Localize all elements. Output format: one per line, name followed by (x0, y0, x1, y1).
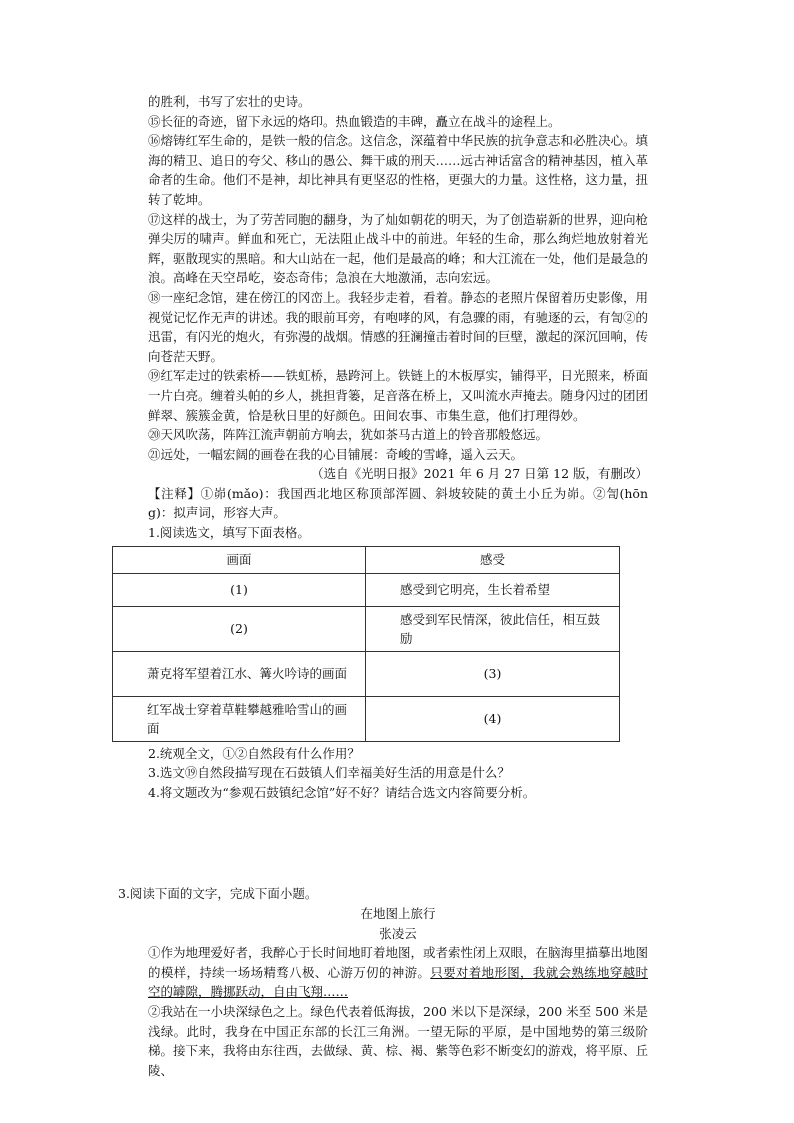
question-4: 4.将文题改为“参观石鼓镇纪念馆”好不好？请结合选文内容简要分析。 (148, 784, 536, 800)
paragraph-text: ①作为地理爱好者，我醉心于长时间地盯着地图，或者索性闭上双眼，在脑海里描摹出地图的模样，持续一场场精骛八极、心游万仞的神游。 (148, 945, 649, 980)
paragraph: ⑮长征的奇迹，留下永远的烙印。热血锻造的丰碑，矗立在战斗的途程上。 (148, 113, 561, 129)
question-3: 3.选文⑲自然段描写现在石鼓镇人们幸福美好生活的用意是什么？ (148, 765, 510, 781)
table-header-feeling: 感受 (366, 546, 620, 573)
paragraph: ②我站在一小块深绿色之上。绿色代表着低海拔，200 米以下是深绿，200 米至 500 米是浅绿。此时，我身在中国正东部的长江三角洲。一望无际的平原，是中国地势的第三级阶梯。接下来，我将由东往西，去做绿、黄、棕、褐、紫等色彩不断变幻的游戏，将平原、丘陵、 (148, 1004, 649, 1078)
table-cell: 感受到军民情深，彼此信任，相互鼓励 (366, 606, 620, 651)
article-author: 张凌云 (379, 925, 417, 941)
table-row (113, 696, 620, 741)
paragraph: ⑲红军走过的铁索桥——铁虹桥，悬跨河上。铁链上的木板厚实，铺得平，日光照来，桥面一片白亮。缠着头帕的乡人，挑担背篓，足音落在桥上，又叫流水声掩去。随身闪过的团团鲜翠、簇簇金黄，恰是秋日里的好颜色。田间农事、市集生意，他们打理得妙。 (148, 368, 649, 423)
table-row (113, 606, 620, 651)
article-title: 在地图上旅行 (360, 906, 436, 922)
table-cell: (1) (113, 573, 366, 606)
table-row (113, 651, 620, 696)
table-cell: (3) (366, 651, 620, 696)
document-page (118, 92, 649, 1080)
paragraph: ⑯熔铸红军生命的，是铁一般的信念。这信念，深蕴着中华民族的抗争意志和必胜决心。填海的精卫、追日的夸父、移山的愚公、舞干戚的刑天……远古神话富含的精神基因，植入革命者的生命。他们不是神，却比神具有更坚忍的性格，更强大的力量。这性格，这力量，扭转了乾坤。 (148, 133, 649, 207)
paragraph (148, 943, 648, 1002)
answer-table (112, 546, 620, 742)
section-intro: 3.阅读下面的文字，完成下面小题。 (118, 886, 318, 902)
table-cell: 萧克将军望着江水、篝火吟诗的画面 (113, 651, 366, 696)
source-citation: （选自《光明日报》2021 年 6 月 27 日第 12 版，有删改） (311, 466, 648, 482)
table-header-scene: 画面 (113, 546, 366, 573)
paragraph: 的胜利，书写了宏壮的史诗。 (148, 94, 311, 109)
question-2: 2.统观全文，①②自然段有什么作用？ (148, 745, 360, 761)
table-cell: (4) (366, 696, 620, 741)
question-1: 1.阅读选文，填写下面表格。 (148, 525, 310, 541)
table-cell: 感受到它明亮，生长着希望 (366, 573, 620, 606)
underlined-sentence: 只要对着地形图，我就会熟练地穿越时空的罅隙，腾挪跃动，自由飞翔…… (148, 964, 648, 1000)
footnote: 【注释】①峁(mǎo)：我国西北地区称顶部浑圆、斜坡较陡的黄土小丘为峁。②訇(hōng)：拟声词，形容大声。 (148, 485, 648, 521)
table-cell: 红军战士穿着草鞋攀越雅哈雪山的画面 (113, 696, 366, 741)
paragraph: ⑳天风吹荡，阵阵江流声朝前方响去，犹如茶马古道上的铃音那般悠远。 (148, 427, 549, 443)
paragraph: ⑰这样的战士，为了劳苦同胞的翻身，为了灿如朝花的明天，为了创造崭新的世界，迎向枪弹尖厉的啸声。鲜血和死亡，无法阻止战斗中的前进。年轻的生命，那么绚烂地放射着光辉，驱散现实的黑暗。和大山站在一起，他们是最高的峰；和大江流在一处，他们是最急的浪。高峰在天空昂屹，姿态奇伟；急浪在大地激涌，志向宏远。 (148, 211, 649, 286)
table-cell: (2) (113, 606, 366, 651)
paragraph: ⑱一座纪念馆，建在傍江的冈峦上。我轻步走着，看着。静态的老照片保留着历史影像，用视觉记忆作无声的讲述。我的眼前耳旁，有咆哮的风，有急骤的雨，有驰逐的云，有訇②的迅雷，有闪光的炮火，有弥漫的战烟。情感的狂澜撞击着时间的巨壁，激起的深沉回响，传向苍茫天野。 (148, 289, 649, 364)
answer-space (148, 802, 648, 884)
paragraph: ㉑远处，一幅宏阔的画卷在我的心目铺展：奇峻的雪峰，遥入云天。 (148, 446, 524, 462)
table-row (113, 573, 620, 606)
